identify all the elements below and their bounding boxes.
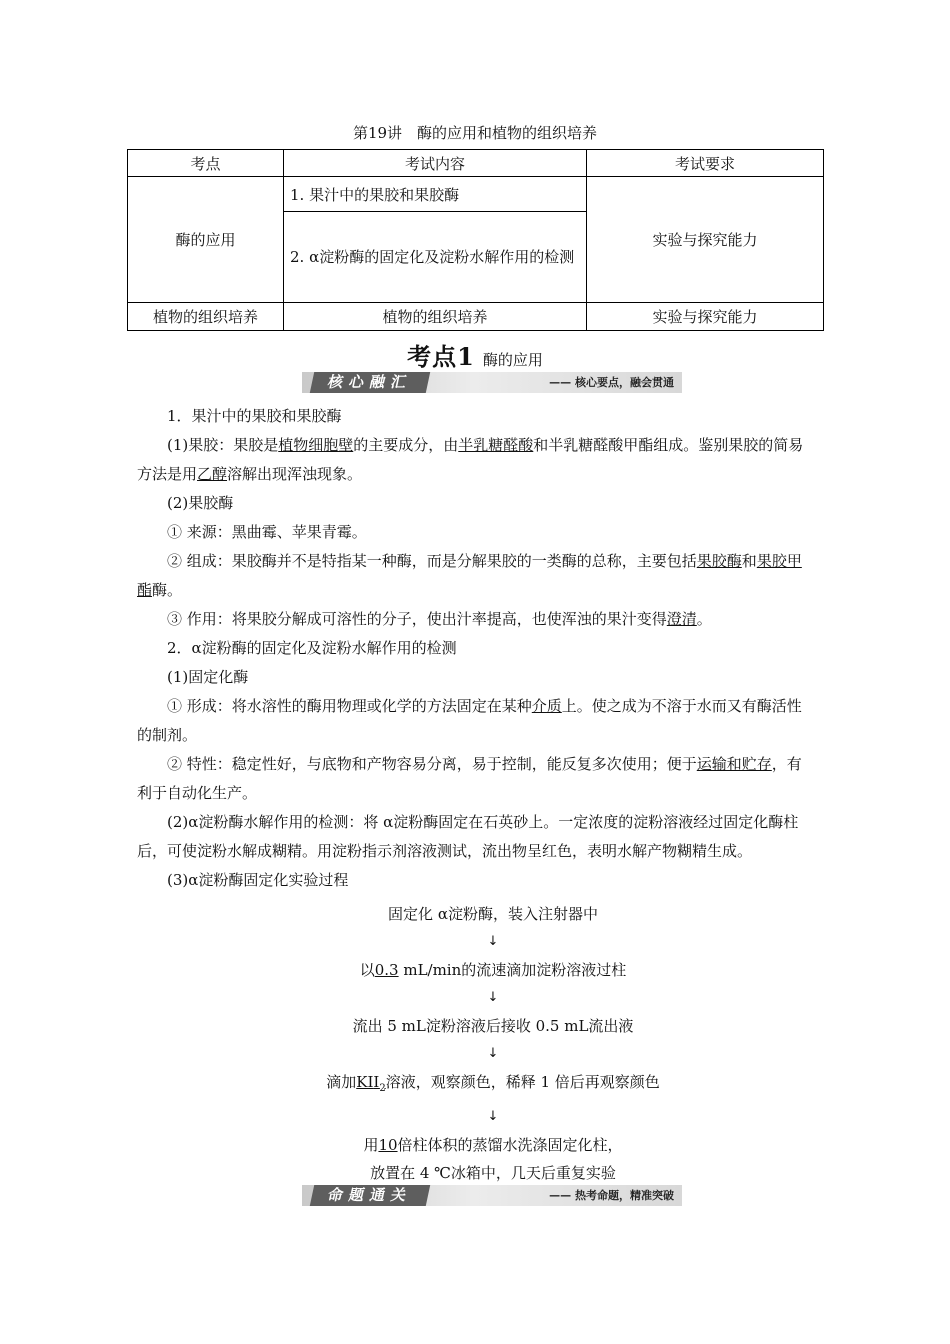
- flow-step: 以0.3 mL/min的流速滴加淀粉溶液过柱: [359, 961, 627, 979]
- paragraph: (2)果胶酶: [167, 494, 234, 512]
- section-number: 考点1: [407, 342, 475, 371]
- paragraph: ① 形成：将水溶性的酶用物理或化学的方法固定在某种介质上。使之成为不溶于水而又有酶活性的制剂。: [137, 697, 802, 744]
- section-title: 酶的应用: [482, 351, 543, 369]
- banner-questions: [302, 1185, 682, 1206]
- table-cell-content: 植物的组织培养: [284, 303, 587, 331]
- banner-tag: 核心融汇: [310, 372, 430, 393]
- table-cell-requirement: 实验与探究能力: [587, 303, 824, 331]
- banner-subtitle: —— 热考命题，精准突破: [549, 1189, 674, 1202]
- table-cell-content: 1. 果汁中的果胶和果胶酶: [284, 177, 587, 212]
- flowchart: [137, 900, 849, 1187]
- paragraph: (1)果胶：果胶是植物细胞壁的主要成分，由半乳糖醛酸和半乳糖醛酸甲酯组成。鉴别果胶的简易方法是用乙醇溶解出现浑浊现象。: [137, 436, 804, 483]
- down-arrow-icon: ↓: [487, 934, 499, 949]
- paragraph: ② 特性：稳定性好，与底物和产物容易分离，易于控制，能反复多次使用；便于运输和贮存，有利于自动化生产。: [137, 755, 802, 802]
- syllabus-table: [127, 149, 824, 331]
- table-header: 考点: [128, 150, 284, 177]
- heading-1: 1．果汁中的果胶和果胶酶: [167, 407, 342, 425]
- paragraph: ② 组成：果胶酶并不是特指某一种酶，而是分解果胶的一类酶的总称，主要包括果胶酶和果胶甲酯酶。: [137, 552, 802, 599]
- down-arrow-icon: ↓: [487, 1046, 499, 1061]
- table-header: 考试内容: [284, 150, 587, 177]
- table-row: [128, 303, 824, 331]
- table-row: [128, 177, 824, 212]
- banner-core: [302, 372, 682, 393]
- section-heading: [0, 337, 950, 372]
- banner-tag: 命题通关: [310, 1185, 430, 1206]
- paragraph: (3)α淀粉酶固定化实验过程: [167, 871, 349, 889]
- flow-step: 放置在 4 ℃冰箱中，几天后重复实验: [370, 1164, 616, 1182]
- table-cell-requirement: 实验与探究能力: [587, 177, 824, 303]
- body-text: [137, 402, 815, 895]
- paragraph: ① 来源：黑曲霉、苹果青霉。: [167, 523, 367, 541]
- flow-step: 用10倍柱体积的蒸馏水洗涤固定化柱，: [363, 1136, 623, 1154]
- flow-step: 流出 5 mL淀粉溶液后接收 0.5 mL流出液: [352, 1017, 634, 1035]
- table-cell-topic: 植物的组织培养: [128, 303, 284, 331]
- paragraph: (2)α淀粉酶水解作用的检测：将 α淀粉酶固定在石英砂上。一定浓度的淀粉溶液经过固定化酶柱后，可使淀粉水解成糊精。用淀粉指示剂溶液测试，流出物呈红色，表明水解产物糊精生成。: [137, 813, 799, 860]
- table-header: 考试要求: [587, 150, 824, 177]
- heading-2: 2．α淀粉酶的固定化及淀粉水解作用的检测: [167, 639, 457, 657]
- table-header-row: [128, 150, 824, 177]
- down-arrow-icon: ↓: [487, 1109, 499, 1124]
- down-arrow-icon: ↓: [487, 990, 499, 1005]
- table-cell-content: 2. α淀粉酶的固定化及淀粉水解作用的检测: [284, 212, 587, 303]
- page-title: 第19讲 酶的应用和植物的组织培养: [352, 124, 598, 142]
- table-cell-topic: 酶的应用: [128, 177, 284, 303]
- paragraph: ③ 作用：将果胶分解成可溶性的分子，使出汁率提高，也使浑浊的果汁变得澄清。: [167, 610, 712, 628]
- flow-step: 滴加$KII_2$溶液，观察颜色，稀释 1 倍后再观察颜色: [326, 1073, 660, 1094]
- banner-subtitle: —— 核心要点，融会贯通: [549, 376, 674, 389]
- flow-step: 固定化 α淀粉酶，装入注射器中: [388, 905, 598, 923]
- paragraph: (1)固定化酶: [167, 668, 249, 686]
